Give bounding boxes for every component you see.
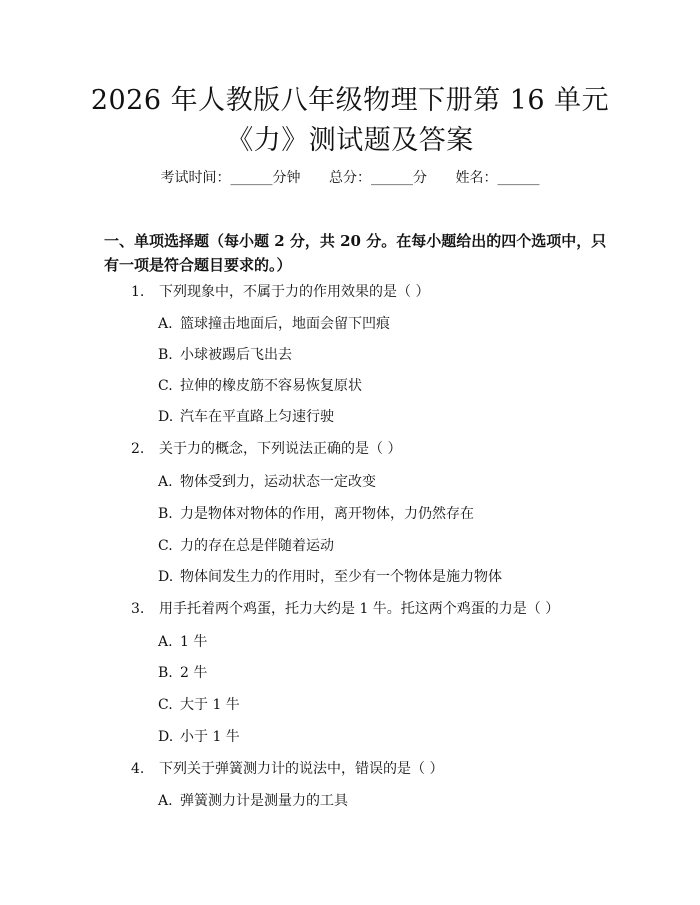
option-text: 2 牛 [180,665,208,681]
option-letter: A. [158,793,173,809]
option-text: 力是物体对物体的作用，离开物体，力仍然存在 [180,506,474,522]
question-number: 3. [131,601,145,617]
question-number: 4. [131,761,145,777]
option-text: 篮球撞击地面后，地面会留下凹痕 [180,316,390,332]
option-text: 汽车在平直路上匀速行驶 [180,409,334,425]
question-3 [131,599,559,619]
question-2 [131,439,401,459]
option-letter: B. [158,506,173,522]
section-heading: 一、单项选择题（每小题 2 分，共 20 分。在每小题给出的四个选项中，只有一项是符合题目要求的。） [104,232,607,274]
document-title-line-2: 《力》测试题及答案 [226,125,474,156]
question-3-option-c [158,695,240,715]
option-text: 物体间发生力的作用时，至少有一个物体是施力物体 [180,569,502,585]
option-letter: A. [158,316,173,332]
question-2-option-a [158,472,376,492]
option-letter: C. [158,697,173,713]
question-3-option-a [158,632,207,652]
student-name-field: 姓名：______ [455,170,540,186]
option-letter: D. [158,729,174,745]
option-letter: D. [158,409,174,425]
question-text: 用手托着两个鸡蛋，托力大约是 1 牛。托这两个鸡蛋的力是（ ） [159,601,560,617]
question-text: 下列现象中，不属于力的作用效果的是（ ） [159,284,430,300]
option-letter: D. [158,569,174,585]
option-text: 弹簧测力计是测量力的工具 [180,793,348,809]
option-letter: A. [158,474,173,490]
question-1 [131,282,429,302]
exam-time-field: 考试时间：______分钟 [160,170,301,186]
option-text: 物体受到力，运动状态一定改变 [180,474,376,490]
option-text: 拉伸的橡皮筋不容易恢复原状 [180,378,362,394]
option-letter: B. [158,665,173,681]
question-4 [131,759,443,779]
question-3-option-d [158,727,240,747]
option-text: 1 牛 [180,634,208,650]
question-2-option-b [158,504,474,524]
question-number: 1. [131,284,145,300]
total-score-field: 总分：______分 [329,170,427,186]
question-3-option-b [158,663,207,683]
document-title-line-1: 2026 年人教版八年级物理下册第 16 单元 [90,85,610,116]
option-letter: C. [158,378,173,394]
question-number: 2. [131,441,145,457]
option-text: 小于 1 牛 [180,729,240,745]
question-text: 下列关于弹簧测力计的说法中，错误的是（ ） [159,761,444,777]
question-1-option-d [158,407,334,427]
option-letter: B. [158,347,173,363]
option-letter: A. [158,634,173,650]
question-1-option-a [158,314,390,334]
option-text: 力的存在总是伴随着运动 [180,538,334,554]
question-text: 关于力的概念，下列说法正确的是（ ） [159,441,402,457]
option-text: 小球被踢后飞出去 [180,347,292,363]
exam-info-row [0,168,700,188]
question-2-option-d [158,567,502,587]
question-4-option-a [158,791,348,811]
question-2-option-c [158,536,334,556]
question-1-option-c [158,376,362,396]
question-1-option-b [158,345,292,365]
option-letter: C. [158,538,173,554]
option-text: 大于 1 牛 [180,697,240,713]
